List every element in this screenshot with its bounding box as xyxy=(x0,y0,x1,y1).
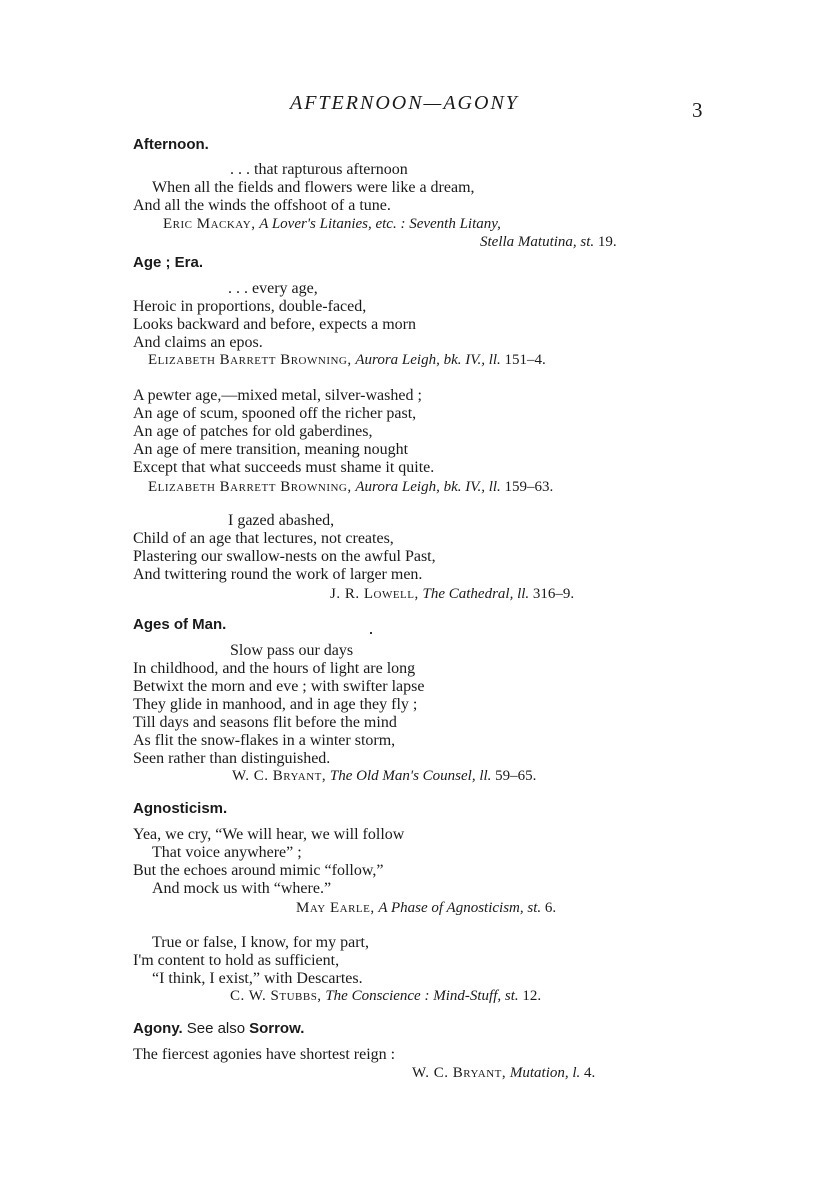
quote-line: And all the winds the offshoot of a tune. xyxy=(133,197,391,214)
attribution-author: C. W. Stubbs, xyxy=(230,988,322,1004)
see-also-link-sorrow[interactable]: Sorrow. xyxy=(249,1020,305,1037)
quote-line: And claims an epos. xyxy=(133,334,263,351)
attribution-ref: 316–9. xyxy=(532,586,575,602)
quote-line: A pewter age,—mixed metal, silver-washed ; xyxy=(133,387,422,404)
attribution-ref: 151–4. xyxy=(504,352,546,368)
quote-line: “I think, I exist,” with Descartes. xyxy=(152,970,363,987)
quote-line: . . . that rapturous afternoon xyxy=(230,161,408,178)
attribution xyxy=(163,216,501,233)
attribution xyxy=(148,352,546,369)
quote-line: As flit the snow-flakes in a winter storm, xyxy=(133,732,396,749)
attribution-work: The Old Man's Counsel, ll. xyxy=(329,768,492,784)
quote-line: Except that what succeeds must shame it quite. xyxy=(133,459,435,476)
attribution-author: Elizabeth Barrett Browning, xyxy=(148,352,352,368)
quote-line: In childhood, and the hours of light are long xyxy=(133,660,416,677)
quote-line: Looks backward and before, expects a morn xyxy=(133,316,416,333)
quote-line: When all the fields and flowers were like a dream, xyxy=(152,179,475,196)
attribution-author: Eric Mackay, xyxy=(163,216,256,232)
entry-heading-afternoon: Afternoon. xyxy=(133,136,209,153)
attribution-ref: 19. xyxy=(597,234,617,250)
quote-line: An age of mere transition, meaning nought xyxy=(133,441,409,458)
attribution-work: A Lover's Litanies, etc. : Seventh Litany, xyxy=(259,216,501,232)
quote-line: Yea, we cry, “We will hear, we will follow xyxy=(133,826,405,843)
quote-line: And twittering round the work of larger men. xyxy=(133,566,423,583)
entry-heading-age-era: Age ; Era. xyxy=(133,254,204,271)
quote-line: Plastering our swallow-nests on the awful Past, xyxy=(133,548,436,565)
entry-heading-ages-of-man: Ages of Man. xyxy=(133,616,227,633)
attribution xyxy=(148,479,553,496)
quote-line: An age of patches for old gaberdines, xyxy=(133,423,373,440)
attribution-work: Mutation, l. xyxy=(509,1065,581,1081)
quote-line: They glide in manhood, and in age they fly ; xyxy=(133,696,418,713)
quote-line: Slow pass our days xyxy=(230,642,354,659)
quote-line: I'm content to hold as sufficient, xyxy=(133,952,340,969)
attribution-author: W. C. Bryant, xyxy=(232,768,327,784)
attribution-author: J. R. Lowell, xyxy=(330,586,419,602)
attribution-ref: 59–65. xyxy=(495,768,537,784)
page-number: 3 xyxy=(692,98,703,122)
see-also-text: See also xyxy=(186,1020,246,1037)
quote-line: And mock us with “where.” xyxy=(152,880,332,897)
attribution-ref: 6. xyxy=(544,900,557,916)
entry-heading-agony: Agony. xyxy=(133,1020,183,1037)
entry-heading-agnosticism: Agnosticism. xyxy=(133,800,228,817)
attribution-ref: 4. xyxy=(584,1065,596,1081)
stray-mark xyxy=(370,632,372,634)
attribution xyxy=(230,988,541,1005)
quote-line: Heroic in proportions, double-faced, xyxy=(133,298,367,315)
attribution-ref: 159–63. xyxy=(504,479,554,495)
attribution-continued xyxy=(480,234,617,251)
attribution-work: Aurora Leigh, bk. IV., ll. xyxy=(355,479,501,495)
attribution-author: May Earle, xyxy=(296,900,375,916)
entry-agony-header xyxy=(133,1020,304,1038)
quote-line: Child of an age that lectures, not creates, xyxy=(133,530,394,547)
attribution-work: The Conscience : Mind-Stuff, st. xyxy=(325,988,519,1004)
attribution xyxy=(296,900,556,917)
attribution xyxy=(330,586,574,603)
quote-line: That voice anywhere” ; xyxy=(152,844,302,861)
attribution-ref: 12. xyxy=(522,988,542,1004)
quote-line: Betwixt the morn and eve ; with swifter lapse xyxy=(133,678,425,695)
quote-line: . . . every age, xyxy=(228,280,318,297)
quote-line: But the echoes around mimic “follow,” xyxy=(133,862,384,879)
quote-line: True or false, I know, for my part, xyxy=(152,934,369,951)
quote-line: Till days and seasons flit before the mind xyxy=(133,714,397,731)
page-header-title: AFTERNOON—AGONY xyxy=(290,92,519,114)
quote-line: The fiercest agonies have shortest reign : xyxy=(133,1046,396,1063)
attribution-author: Elizabeth Barrett Browning, xyxy=(148,479,352,495)
quote-line: Seen rather than distinguished. xyxy=(133,750,331,767)
attribution-author: W. C. Bryant, xyxy=(412,1065,507,1081)
attribution xyxy=(232,768,536,785)
attribution-work: A Phase of Agnosticism, st. xyxy=(378,900,542,916)
quote-line: I gazed abashed, xyxy=(228,512,335,529)
quote-line: An age of scum, spooned off the richer past, xyxy=(133,405,417,422)
attribution-work: Aurora Leigh, bk. IV., ll. xyxy=(355,352,501,368)
attribution-work: The Cathedral, ll. xyxy=(422,586,530,602)
attribution-work: Stella Matutina, st. xyxy=(480,234,595,250)
attribution xyxy=(412,1065,595,1082)
